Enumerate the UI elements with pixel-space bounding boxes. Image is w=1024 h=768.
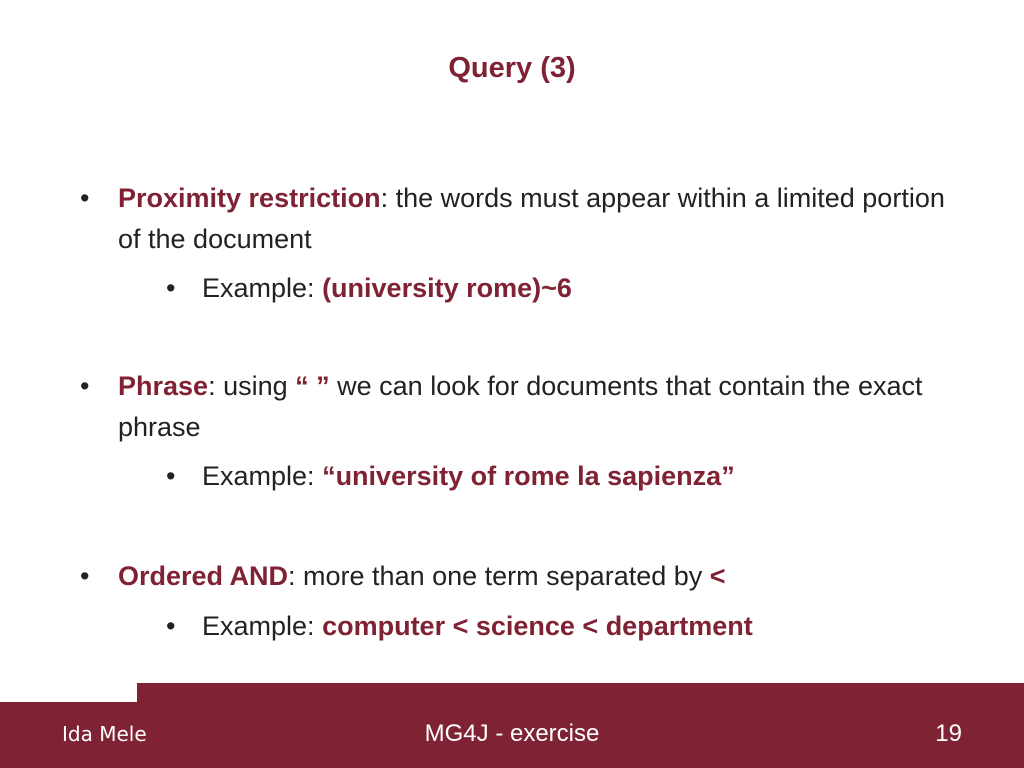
slide-title: Query (3) <box>448 52 576 84</box>
example-value-proximity: (university rome)~6 <box>322 273 572 303</box>
footer-author: Ida Mele <box>62 722 147 746</box>
term-phrase: Phrase <box>118 371 209 401</box>
example-phrase <box>166 456 966 497</box>
page-number: 19 <box>935 720 962 747</box>
desc-phrase-before: : using <box>208 371 296 401</box>
term-proximity: Proximity restriction <box>118 183 381 213</box>
less-than-symbol: < <box>709 561 726 591</box>
bullet-proximity <box>80 178 960 260</box>
term-ordered-and: Ordered AND <box>118 561 289 591</box>
example-label: Example: <box>202 461 323 491</box>
desc-ordered-and: : more than one term separated by <box>288 561 710 591</box>
bullet-text <box>80 556 960 597</box>
desc-phrase-after: we can look for documents that contain the exact phrase <box>118 371 923 442</box>
bullet-dot: • <box>80 371 90 401</box>
example-value-phrase: “university of rome la sapienza” <box>322 461 735 491</box>
example-proximity <box>166 268 966 309</box>
bullet-dot: • <box>80 183 90 213</box>
example-label: Example: <box>202 611 323 641</box>
example-value-ordered-and: computer < science < department <box>322 611 753 641</box>
bullet-phrase <box>80 366 960 448</box>
footer-tab-decoration <box>137 683 1024 702</box>
bullet-dot: • <box>80 561 90 591</box>
bullet-ordered-and <box>80 556 960 597</box>
example-ordered-and <box>166 606 966 647</box>
desc-proximity: : the words must appear within a limited portion of the document <box>118 183 945 254</box>
footer-course-title: MG4J - exercise <box>424 720 600 747</box>
bullet-text <box>80 366 960 448</box>
phrase-quotes-symbol: “ ” <box>295 371 330 401</box>
sub-bullet-dot: • <box>166 461 176 491</box>
example-label: Example: <box>202 273 323 303</box>
bullet-text <box>80 178 960 260</box>
footer-bar <box>0 702 1024 768</box>
sub-bullet-dot: • <box>166 611 176 641</box>
sub-bullet-dot: • <box>166 273 176 303</box>
